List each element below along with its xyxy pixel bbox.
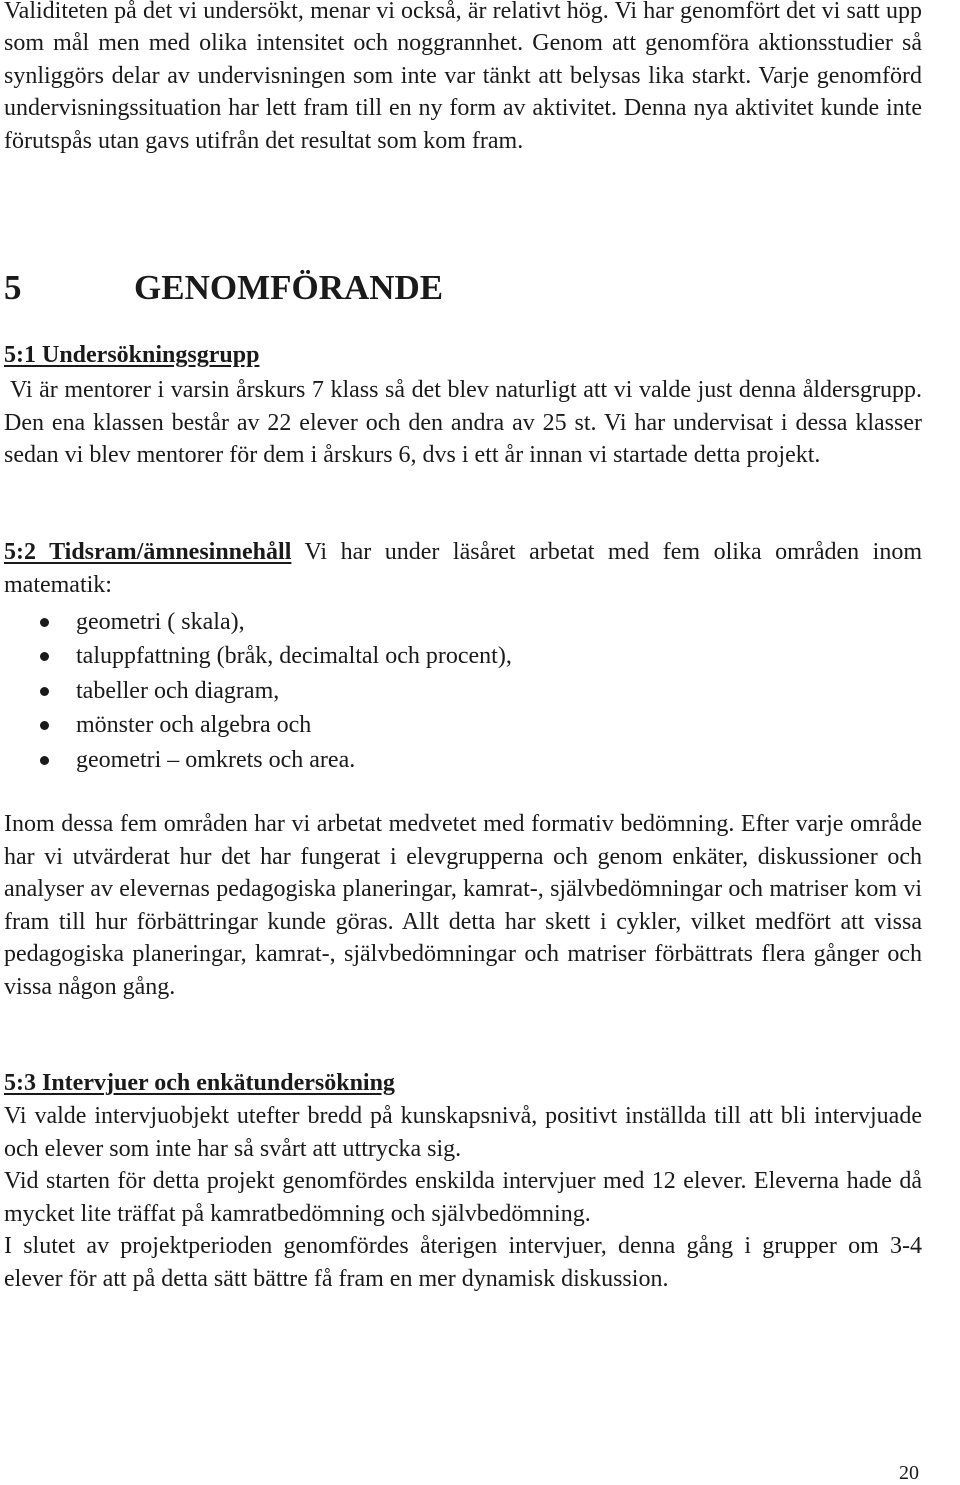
section-5-3-paragraph: I slutet av projektperioden genomfördes återigen intervjuer, denna gång i grupper om 3-4 elever för att på detta sätt bättre få fram en mer dynamisk diskussion. — [4, 1233, 922, 1292]
chapter-title: GENOMFÖRANDE — [134, 268, 444, 307]
section-5-3-paragraph: Vi valde intervjuobjekt utefter bredd på kunskapsnivå, positivt inställda till att bli intervjuade och elever som inte har så svårt att uttrycka sig. — [4, 1103, 922, 1162]
section-5-1-heading: 5:1 Undersökningsgrupp — [4, 342, 260, 368]
bullet-icon — [40, 721, 49, 730]
section-5-2-body — [4, 808, 922, 1004]
intro-paragraph — [4, 0, 922, 157]
page-number: 20 — [899, 1462, 919, 1484]
section-5-2-intro-paragraph — [4, 536, 922, 601]
list-item — [0, 708, 918, 742]
section-5-1-body — [4, 374, 922, 472]
bullet-icon — [40, 618, 49, 627]
list-item-text: geometri – omkrets och area. — [76, 746, 356, 773]
bullet-icon — [40, 687, 49, 696]
chapter-heading — [4, 266, 922, 310]
section-5-3-heading: 5:3 Intervjuer och enkätundersökning — [4, 1070, 395, 1096]
bullet-icon — [40, 756, 49, 765]
section-5-1-text: Vi är mentorer i varsin årskurs 7 klass så det blev naturligt att vi valde just denna åldersgrupp. Den ena klassen består av 22 elever och den andra av 25 st. Vi har undervisat i dessa klasser sedan vi blev mentorer för dem i årskurs 6, dvs i ett år innan vi startade detta projekt. — [4, 377, 922, 469]
intro-paragraph-text: Validiteten på det vi undersökt, menar vi också, är relativt hög. Vi har genomfört det vi satt upp som mål men med olika intensitet och noggrannhet. Genom att genomföra aktionsstudier så synliggörs delar av undervisningen som inte var tänkt att belysas lika starkt. Varje genomförd undervisningssituation har lett fram till en ny form av aktivitet. Denna nya aktivitet kunde inte förutspås utan gavs utifrån det resultat som kom fram. — [4, 0, 922, 154]
list-item — [0, 639, 918, 673]
section-5-3-body — [4, 1100, 922, 1296]
list-item-text: geometri ( skala), — [76, 609, 245, 635]
chapter-number: 5 — [4, 268, 22, 307]
section-5-2-intro: Vi har under läsåret arbetat med fem olika områden inom matematik: — [4, 539, 922, 598]
list-item — [0, 674, 918, 708]
topic-list — [0, 605, 918, 777]
list-item-text: taluppfattning (bråk, decimaltal och procent), — [76, 643, 512, 670]
section-5-2-heading: 5:2 Tidsram/ämnesinnehåll — [4, 539, 292, 565]
list-item-text: mönster och algebra och — [76, 712, 312, 739]
section-5-3-paragraph: Vid starten för detta projekt genomfördes enskilda intervjuer med 12 elever. Eleverna hade då mycket lite träffat på kamratbedömning och självbedömning. — [4, 1168, 922, 1227]
bullet-icon — [40, 652, 49, 661]
list-item-text: tabeller och diagram, — [76, 677, 280, 704]
section-5-2-body-text: Inom dessa fem områden har vi arbetat medvetet med formativ bedömning. Efter varje område har vi utvärderat hur det har fungerat i elevgrupperna och genom enkäter, diskussioner och analyser av elevernas pedagogiska planeringar, kamrat-, självbedömningar och matriser kom vi fram till hur förbättringar kunde göras. Allt detta har skett i cykler, vilket medfört att vissa pedagogiska planeringar, kamrat-, självbedömningar och matriser förbättrats flera gånger och vissa någon gång. — [4, 811, 922, 1000]
list-item — [0, 743, 918, 777]
list-item — [0, 605, 918, 639]
